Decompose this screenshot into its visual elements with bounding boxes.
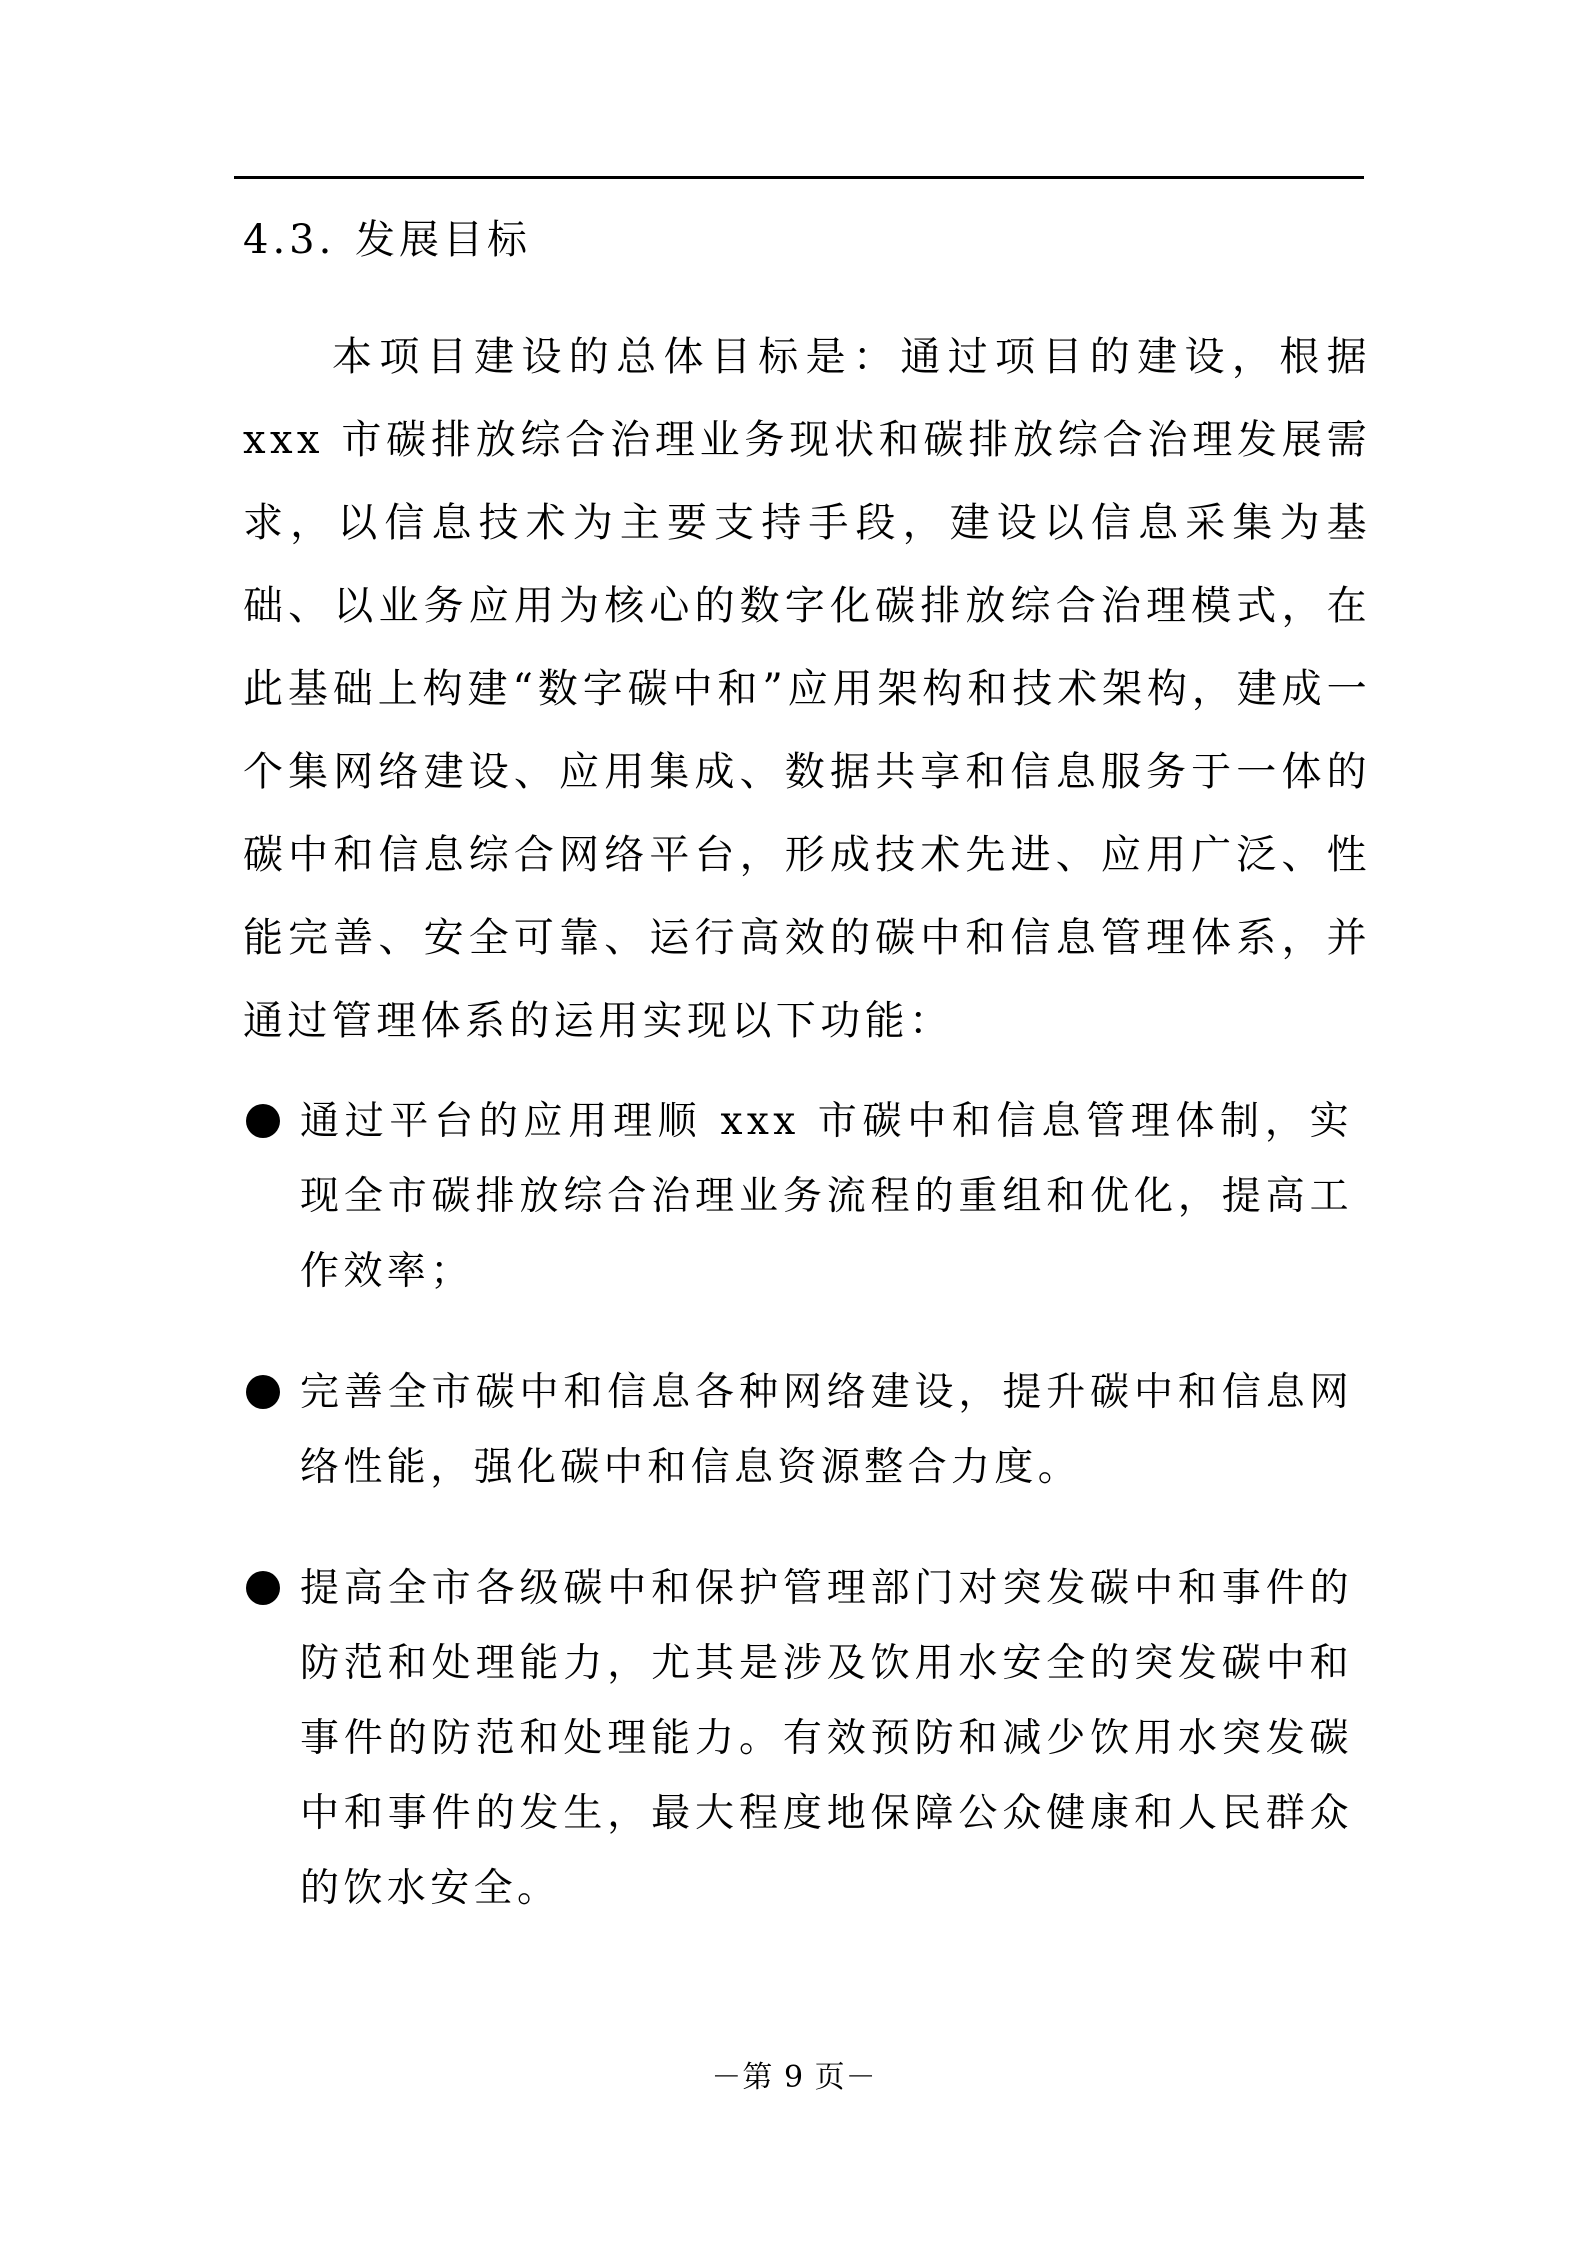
list-item [243, 1551, 1353, 1926]
bullet-dot-icon [246, 1571, 280, 1605]
bullet-dot-icon [246, 1104, 280, 1138]
bullet-dot-icon [246, 1375, 280, 1409]
list-item [243, 1355, 1353, 1505]
goal-list [243, 1084, 1353, 1926]
list-item-text: 完善全市碳中和信息各种网络建设，提升碳中和信息网络性能，强化碳中和信息资源整合力度。 [300, 1370, 1353, 1490]
section-title: 发展目标 [355, 217, 531, 263]
list-item-text: 提高全市各级碳中和保护管理部门对突发碳中和事件的防范和处理能力，尤其是涉及饮用水安全的突发碳中和事件的防范和处理能力。有效预防和减少饮用水突发碳中和事件的发生，最大程度地保障公众健康和人民群众的饮水安全。 [300, 1566, 1353, 1911]
body-text [243, 316, 1371, 1063]
list-item-text: 通过平台的应用理顺 xxx 市碳中和信息管理体制，实现全市碳排放综合治理业务流程的重组和优化，提高工作效率； [300, 1099, 1353, 1294]
section-heading [243, 212, 531, 268]
intro-paragraph: 本项目建设的总体目标是：通过项目的建设，根据 xxx 市碳排放综合治理业务现状和碳排放综合治理发展需求，以信息技术为主要支持手段，建设以信息采集为基础、以业务应用为核心的数字化碳排放综合治理模式，在此基础上构建“数字碳中和”应用架构和技术架构，建成一个集网络建设、应用集成、数据共享和信息服务于一体的碳中和信息综合网络平台，形成技术先进、应用广泛、性能完善、安全可靠、运行高效的碳中和信息管理体系，并通过管理体系的运用实现以下功能： [243, 334, 1371, 1044]
list-item [243, 1084, 1353, 1309]
page-number: －第 9 页－ [711, 2060, 877, 2095]
section-number: 4.3. [243, 217, 336, 263]
header-rule [234, 176, 1364, 179]
